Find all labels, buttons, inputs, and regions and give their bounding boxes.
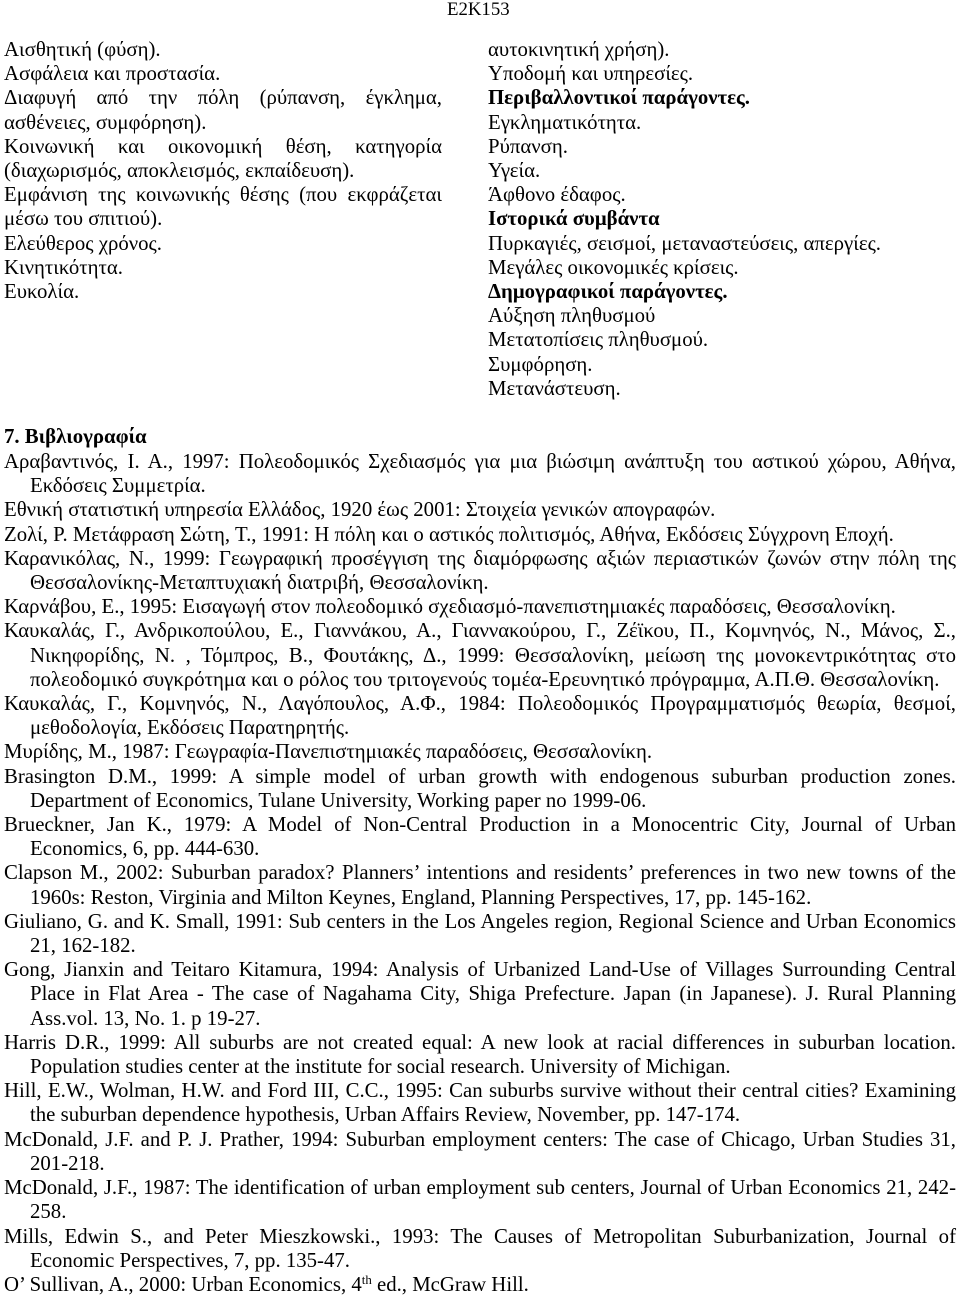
left-column-item: Ασφάλεια και προστασία. xyxy=(4,62,221,86)
reference-entry: Brasington D.M., 1999: A simple model of urban growth with endogenous suburban production zones. Department of Economics, Tulane University, Working paper no 1999-06. xyxy=(4,764,956,812)
reference-entry: Αραβαντινός, Ι. Α., 1997: Πολεοδομικός Σχεδιασμός για μια βιώσιμη ανάπτυξη του αστικού χώρου, Αθήνα, Εκδόσεις Συμμετρία. xyxy=(4,450,956,498)
factor-item: Υγεία. xyxy=(488,159,541,183)
reference-entry: Ζολί, Ρ. Μετάφραση Σώτη, Τ., 1991: Η πόλη και ο αστικός πολιτισμός, Αθήνα, Εκδόσεις Σύγχρονη Εποχή. xyxy=(4,522,894,546)
reference-text: O’ Sullivan, A., 2000: Urban Economics, 4 xyxy=(4,1272,362,1296)
reference-entry: Gong, Jianxin and Teitaro Kitamura, 1994: Analysis of Urbanized Land-Use of Villages Surrounding Central Place in Flat Area - The case of Nagahama City, Shiga Prefecture. Japan (in Japanese). J. Rural Planning Ass.vol. 13, No. 1. p 19-27. xyxy=(4,958,956,1030)
reference-entry: Καρανικόλας, Ν., 1999: Γεωγραφική προσέγγιση της διαμόρφωσης αξιών περιαστικών ζωνών στην πόλη της Θεσσαλονίκης-Μεταπτυχιακή διατριβή, Θεσσαλονίκη. xyxy=(4,546,956,595)
factors-columns xyxy=(0,38,960,402)
factor-item: Πυρκαγιές, σεισμοί, μεταναστεύσεις, απεργίες. xyxy=(488,231,881,255)
factor-item: Μεγάλες οικονομικές κρίσεις. xyxy=(488,255,739,279)
factor-item: Αύξηση πληθυσμού xyxy=(488,304,656,328)
reference-entry: Καρνάβου, Ε., 1995: Εισαγωγή στον πολεοδομικό σχεδιασμό-πανεπιστημιακές παραδόσεις, Θεσσαλονίκη. xyxy=(4,595,896,619)
left-column-item: Διαφυγή από την πόλη (ρύπανση, έγκλημα, ασθένειες, συμφόρηση). xyxy=(4,86,442,134)
reference-entry: Harris D.R., 1999: All suburbs are not created equal: A new look at racial differences in suburban location. Population studies center at the institute for social research. University of Michigan. xyxy=(4,1030,956,1079)
reference-entry xyxy=(4,1273,956,1297)
reference-list xyxy=(4,450,956,1297)
reference-entry: Mills, Edwin S., and Peter Mieszkowski., 1993: The Causes of Metropolitan Suburbanization, Journal of Economic Perspectives, 7, pp. 135-47. xyxy=(4,1224,956,1272)
bibliography-heading: 7. Βιβλιογραφία xyxy=(4,425,147,448)
ordinal-superscript: th xyxy=(361,1272,372,1287)
reference-text: ed., McGraw Hill. xyxy=(371,1272,529,1296)
reference-entry: Giuliano, G. and K. Small, 1991: Sub centers in the Los Angeles region, Regional Science and Urban Economics 21, 162-182. xyxy=(4,909,956,958)
left-column-item: Κινητικότητα. xyxy=(4,255,123,279)
left-column xyxy=(4,38,442,304)
right-column xyxy=(488,38,954,401)
right-column-continuation: αυτοκινητική χρήση). xyxy=(488,38,670,61)
left-column-item: Ευκολία. xyxy=(4,280,80,304)
left-column-item: Κοινωνική και οικονομική θέση, κατηγορία (διαχωρισμός, αποκλεισμός, εκπαίδευση). xyxy=(4,134,442,183)
reference-entry: McDonald, J.F. and P. J. Prather, 1994: Suburban employment centers: The case of Chicago, Urban Studies 31, 201-218. xyxy=(4,1127,956,1175)
reference-entry: Brueckner, Jan K., 1979: A Model of Non-Central Production in a Monocentric City, Journal of Urban Economics, 6, pp. 444-630. xyxy=(4,813,956,861)
factor-item: Συμφόρηση. xyxy=(488,352,593,376)
factor-item: Άφθονο έδαφος. xyxy=(488,183,626,207)
factor-item: Μετανάστευση. xyxy=(488,376,621,400)
page-header-code: E2K153 xyxy=(447,0,510,20)
factor-group-heading: Ιστορικά συμβάντα xyxy=(488,207,660,231)
factor-group-heading: Περιβαλλοντικοί παράγοντες. xyxy=(488,86,750,110)
reference-entry: Καυκαλάς, Γ., Κομνηνός, Ν., Λαγόπουλος, Α.Φ., 1984: Πολεοδομικός Προγραμματισμός θεωρία, θεσμοί, μεθοδολογία, Εκδόσεις Παρατηρητής. xyxy=(4,692,956,740)
left-column-item: Εμφάνιση της κοινωνικής θέσης (που εκφράζεται μέσω του σπιτιού). xyxy=(4,183,442,231)
left-column-item: Αισθητική (φύση). xyxy=(4,38,161,61)
reference-entry: Μυρίδης, Μ., 1987: Γεωγραφία-Πανεπιστημιακές παραδόσεις, Θεσσαλονίκη. xyxy=(4,740,653,764)
reference-entry: Hill, E.W., Wolman, H.W. and Ford III, C.C., 1995: Can suburbs survive without their central cities? Examining the suburban dependence hypothesis, Urban Affairs Review, November, pp. 147-174. xyxy=(4,1079,956,1127)
left-column-item: Ελεύθερος χρόνος. xyxy=(4,231,162,255)
reference-entry: Καυκαλάς, Γ., Ανδρικοπούλου, Ε., Γιαννάκου, Α., Γιαννακούρου, Γ., Ζέϊκου, Π., Κομνηνός, Ν., Μάνος, Σ., Νικηφορίδης, Ν. , Τόμπρος, Β., Φουτάκης, Δ., 1999: Θεσσαλονίκη, μείωση της μονοκεντρικότητας στο πολεοδομικό συγκρότημα και ο ρόλος του τριτογενούς τομέα-Ερευνητικό πρόγραμμα, Α.Π.Θ. Θεσσαλονίκη. xyxy=(4,619,956,691)
right-column-continuation: Υποδομή και υπηρεσίες. xyxy=(488,62,694,86)
reference-entry: McDonald, J.F., 1987: The identification of urban employment sub centers, Journal of Urban Economics 21, 242-258. xyxy=(4,1176,956,1224)
factor-group-heading: Δημογραφικοί παράγοντες. xyxy=(488,280,728,304)
reference-entry: Clapson M., 2002: Suburban paradox? Planners’ intentions and residents’ preferences in two new towns of the 1960s: Reston, Virginia and Milton Keynes, England, Planning Perspectives, 17, pp. 145-162. xyxy=(4,861,956,909)
reference-entry: Εθνική στατιστική υπηρεσία Ελλάδος, 1920 έως 2001: Στοιχεία γενικών απογραφών. xyxy=(4,498,716,522)
factor-item: Μετατοπίσεις πληθυσμού. xyxy=(488,328,709,352)
factor-item: Ρύπανση. xyxy=(488,134,568,158)
factor-item: Εγκληματικότητα. xyxy=(488,110,642,134)
